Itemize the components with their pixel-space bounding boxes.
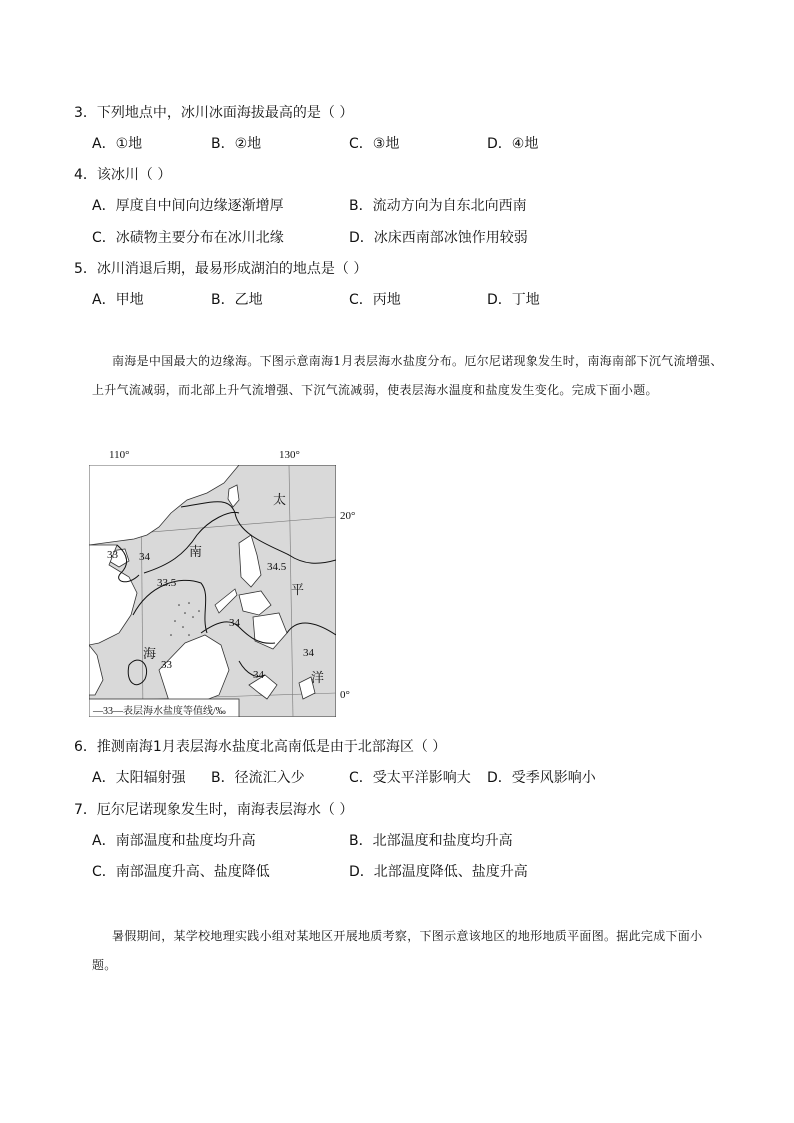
q6-option-a[interactable]: A．太阳辐射强 [92,770,186,786]
q7-option-a[interactable]: A．南部温度和盐度均升高 [92,833,256,849]
q4-option-b[interactable]: B．流动方向为自东北向西南 [349,198,527,214]
passage-geology-field-trip: 暑假期间，某学校地理实践小组对某地区开展地质考察，下图示意该地区的地形地质平面图。据此完成下面小题。 [92,929,703,972]
place-label-hai: 海 [143,646,157,661]
q3-option-d[interactable]: D．④地 [487,136,539,152]
q5-option-d[interactable]: D．丁地 [487,292,540,308]
question-4-stem: 4．该冰川（ ） [74,167,172,183]
isoline-label-33-south: 33 [161,659,172,671]
isoline-label-33-north: 33 [107,549,118,561]
q7-option-b[interactable]: B．北部温度和盐度均升高 [349,833,513,849]
lon-label-130: 130° [279,449,300,461]
salinity-map [89,449,356,717]
q3-option-b[interactable]: B．②地 [211,136,262,152]
place-label-ping: 平 [291,582,305,597]
q6-option-d[interactable]: D．受季风影响小 [487,770,596,786]
q7-option-d[interactable]: D．北部温度降低、盐度升高 [349,864,528,880]
lat-label-20: 20° [340,510,356,522]
isoline-label-33-5: 33.5 [157,577,177,589]
isoline-label-34-south: 34 [253,669,264,681]
q4-option-a[interactable]: A．厚度自中间向边缘逐渐增厚 [92,198,284,214]
q6-option-b[interactable]: B．径流汇入少 [211,770,305,786]
place-label-tai: 太 [273,492,287,507]
question-6-stem: 6．推测南海1月表层海水盐度北高南低是由于北部海区（ ） [74,739,447,755]
place-label-nan: 南 [189,544,203,559]
isoline-label-34-north: 34 [139,551,150,563]
q5-option-b[interactable]: B．乙地 [211,292,263,308]
q3-option-c[interactable]: C．③地 [349,136,400,152]
passage-south-china-sea: 南海是中国最大的边缘海。下图示意南海1月表层海水盐度分布。厄尔尼诺现象发生时，南海南部下沉气流增强、上升气流减弱，而北部上升气流增强、下沉气流减弱，使表层海水温度和盐度发生变化。完成下面小题。 [92,354,723,397]
lon-label-110: 110° [109,449,130,461]
isoline-label-34-pacific: 34 [303,647,314,659]
question-5-stem: 5．冰川消退后期，最易形成湖泊的地点是（ ） [74,261,368,277]
map-legend: —33—表层海水盐度等值线/‰ [93,706,226,717]
q5-option-c[interactable]: C．丙地 [349,292,401,308]
q6-option-c[interactable]: C．受太平洋影响大 [349,770,471,786]
isoline-label-34-5: 34.5 [267,561,287,573]
q4-option-d[interactable]: D．冰床西南部冰蚀作用较弱 [349,230,528,246]
isoline-label-34-central: 34 [229,617,240,629]
question-3-stem: 3．下列地点中，冰川冰面海拔最高的是（ ） [74,105,354,121]
q3-option-a[interactable]: A．①地 [92,136,143,152]
q4-option-c[interactable]: C．冰碛物主要分布在冰川北缘 [92,230,284,246]
q5-option-a[interactable]: A．甲地 [92,292,144,308]
place-label-yang: 洋 [311,670,325,685]
lat-label-0: 0° [340,689,350,701]
q7-option-c[interactable]: C．南部温度升高、盐度降低 [92,864,270,880]
question-7-stem: 7．厄尔尼诺现象发生时，南海表层海水（ ） [74,802,354,818]
